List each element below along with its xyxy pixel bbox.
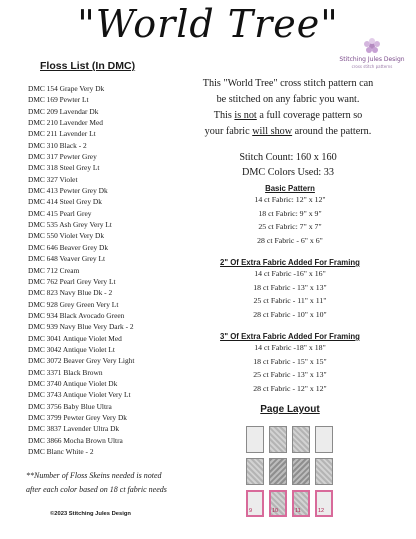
floss-item: DMC 210 Lavender Med — [28, 118, 103, 128]
framing-2in-heading: 2" Of Extra Fabric Added For Framing — [220, 258, 360, 267]
layout-page-thumbnail — [292, 458, 310, 485]
floss-item: DMC 318 Steel Grey Lt — [28, 163, 100, 173]
layout-page-thumbnail — [315, 426, 333, 453]
framing-3in-size-list — [190, 341, 390, 395]
text-span: a full coverage pattern so — [256, 110, 363, 121]
floss-item: DMC 3371 Black Brown — [28, 367, 103, 377]
floss-item: DMC 3799 Pewter Grey Very Dk — [28, 412, 128, 422]
floss-item: DMC 535 Ash Grey Very Lt — [28, 220, 112, 230]
fabric-size: 25 ct Fabric - 11" x 11" — [253, 296, 327, 305]
fabric-size: 14 ct Fabric -16" x 16" — [254, 269, 326, 278]
fabric-size: 28 ct Fabric - 6" x 6" — [257, 235, 323, 245]
framing-3in-section — [190, 332, 390, 395]
description-line: be stitched on any fabric you want. — [216, 94, 360, 105]
floss-item: DMC 211 Lavender Lt — [28, 129, 96, 139]
floss-item: DMC 3743 Antique Violet Very Lt — [28, 390, 131, 400]
fabric-size: 28 ct Fabric - 10" x 10" — [253, 309, 327, 319]
page-number: 12 — [318, 508, 325, 514]
layout-page-thumbnail — [246, 490, 264, 517]
brand-logo — [336, 36, 408, 70]
text-span: around the pattern. — [292, 126, 372, 137]
fabric-size: 18 ct Fabric - 15" x 15" — [253, 356, 327, 366]
floss-item: DMC 3041 Antique Violet Med — [28, 333, 122, 343]
layout-page-thumbnail — [269, 426, 287, 453]
floss-item: DMC 762 Pearl Grey Very Lt — [28, 276, 116, 286]
page-layout-grid — [246, 426, 333, 517]
floss-item: DMC 939 Navy Blue Very Dark - 2 — [28, 322, 134, 332]
floss-item: DMC 3756 Baby Blue Ultra — [28, 401, 112, 411]
pattern-description — [188, 76, 388, 140]
floss-item: DMC Blanc White - 2 — [28, 447, 94, 456]
description-line: This "World Tree" cross stitch pattern can — [202, 78, 374, 89]
basic-pattern-heading: Basic Pattern — [265, 184, 315, 193]
floss-item: DMC 169 Pewter Lt — [28, 95, 89, 105]
fabric-size: 14 ct Fabric: 12" x 12" — [254, 195, 326, 204]
floss-note — [26, 469, 206, 497]
floss-item: DMC 712 Cream — [28, 265, 80, 275]
fabric-size: 25 ct Fabric: 7" x 7" — [258, 222, 322, 231]
floss-item: DMC 648 Veaver Grey Lt — [28, 254, 106, 264]
page-number: 11 — [295, 508, 301, 514]
logo-name: Stitching Jules Design — [339, 56, 405, 63]
layout-page-thumbnail — [292, 426, 310, 453]
floss-item: DMC 415 Pearl Grey — [28, 208, 92, 218]
page-number: 10 — [272, 508, 279, 514]
floss-item: DMC 3072 Beaver Grey Very Light — [28, 356, 135, 366]
pattern-title: "World Tree" — [77, 2, 339, 46]
framing-2in-size-list — [190, 267, 390, 321]
floss-item: DMC 934 Black Avocado Green — [28, 310, 125, 320]
layout-page-thumbnail — [269, 490, 287, 517]
copyright-notice: ©2023 Stitching Jules Design — [50, 511, 131, 517]
floss-item: DMC 928 Grey Green Very Lt — [28, 299, 119, 309]
layout-page-thumbnail — [246, 426, 264, 453]
logo-tagline: cross stitch patterns — [351, 64, 393, 69]
layout-page-thumbnail — [315, 490, 333, 517]
floss-item: DMC 310 Black - 2 — [28, 140, 87, 150]
fabric-size: 18 ct Fabric: 9" x 9" — [258, 208, 322, 218]
layout-page-thumbnail — [315, 458, 333, 485]
floss-item: DMC 646 Beaver Grey Dk — [28, 242, 109, 252]
pattern-stats — [188, 150, 388, 180]
layout-page-thumbnail — [292, 490, 310, 517]
floss-item: DMC 3837 Lavender Ultra Dk — [28, 424, 120, 434]
fabric-size: 28 ct Fabric - 12" x 12" — [253, 383, 327, 393]
text-span: This — [213, 110, 235, 121]
fabric-size: 25 ct Fabric - 13" x 13" — [253, 370, 327, 379]
fabric-size: 18 ct Fabric - 13" x 13" — [253, 282, 327, 292]
framing-2in-section — [190, 258, 390, 321]
floss-item: DMC 317 Pewter Grey — [28, 152, 97, 162]
text-span: your fabric — [204, 126, 253, 137]
layout-page-thumbnail — [246, 458, 264, 485]
underlined-text: is not — [234, 110, 257, 121]
stitch-count: Stitch Count: 160 x 160 — [239, 152, 337, 163]
floss-item: DMC 154 Grape Very Dk — [28, 84, 105, 93]
floss-item: DMC 3866 Mocha Brown Ultra — [28, 435, 123, 445]
floss-item: DMC 327 Violet — [28, 174, 78, 184]
floss-item: DMC 413 Pewter Grey Dk — [28, 186, 108, 196]
floss-item: DMC 823 Navy Blue Dk - 2 — [28, 288, 113, 298]
floss-note-line: after each color based on 18 ct fabric needs — [26, 485, 167, 494]
basic-size-list — [190, 193, 390, 247]
basic-pattern-section — [190, 184, 390, 247]
floss-item: DMC 209 Lavendar Dk — [28, 106, 99, 116]
floss-item: DMC 3740 Antique Violet Dk — [28, 378, 118, 388]
description-line — [188, 124, 388, 140]
floss-list — [28, 83, 198, 457]
description-line — [188, 108, 388, 124]
underlined-text: will show — [252, 126, 293, 137]
layout-page-thumbnail — [269, 458, 287, 485]
page-layout-heading: Page Layout — [260, 404, 320, 415]
floss-item: DMC 550 Violet Very Dk — [28, 231, 105, 241]
floss-list-heading: Floss List (In DMC) — [40, 60, 136, 72]
framing-3in-heading: 3" Of Extra Fabric Added For Framing — [220, 332, 360, 341]
fabric-size: 14 ct Fabric -18" x 18" — [254, 343, 326, 352]
colors-used: DMC Colors Used: 33 — [242, 167, 334, 178]
flower-icon — [359, 36, 385, 56]
floss-item: DMC 3042 Antique Violet Lt — [28, 344, 115, 354]
page-number: 9 — [249, 508, 253, 514]
floss-note-line: **Number of Floss Skeins needed is noted — [26, 471, 162, 480]
floss-item: DMC 414 Steel Grey Dk — [28, 197, 102, 207]
